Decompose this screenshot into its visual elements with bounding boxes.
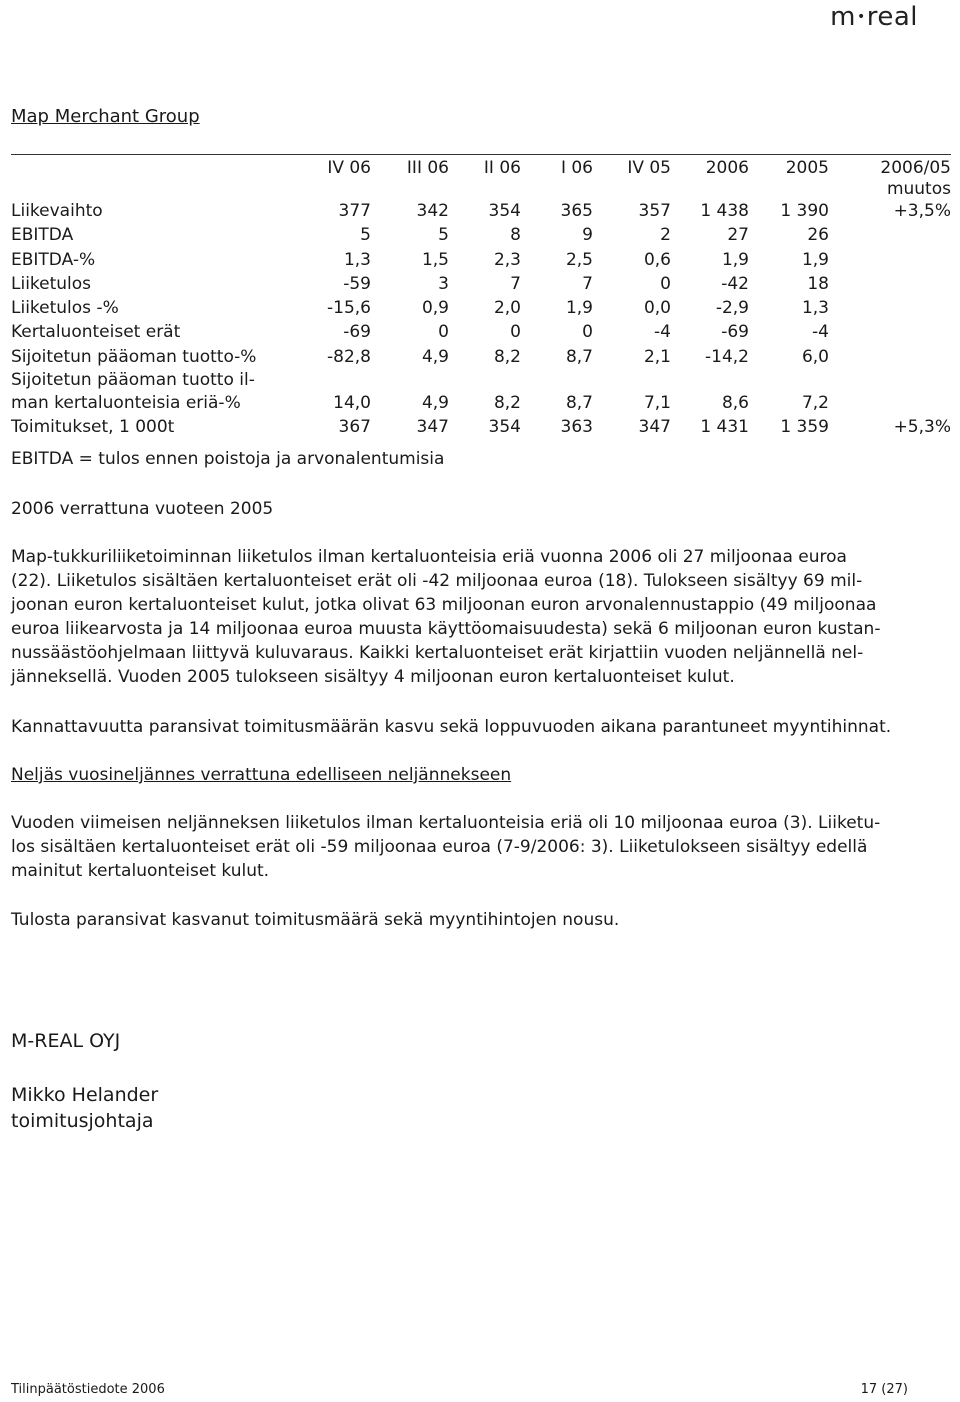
table-cell: 2,5: [565, 249, 593, 270]
table-cell: 27: [727, 225, 749, 246]
table-cell: 1,9: [801, 249, 829, 270]
table-row: [11, 391, 951, 415]
company-name: M-REAL OYJ: [11, 1030, 121, 1052]
table-cell: [829, 248, 951, 272]
row-label: EBITDA-%: [11, 249, 96, 270]
table-row: [11, 369, 951, 391]
header-cell: 2006: [705, 158, 749, 178]
header-cell: 2005: [785, 158, 829, 178]
table-cell: 26: [807, 225, 829, 246]
header-cell: I 06: [560, 158, 593, 178]
section-title: Map Merchant Group: [11, 106, 200, 127]
table-cell: -4: [654, 322, 671, 343]
table-cell: [829, 320, 951, 344]
table-cell: [829, 296, 951, 320]
table-cell: 1 359: [780, 417, 829, 438]
table-cell: -69: [343, 322, 371, 343]
table-cell: 1,5: [421, 249, 449, 270]
table-row: [11, 296, 951, 320]
row-label: Liiketulos -%: [11, 298, 119, 319]
table-row: [11, 320, 951, 344]
table-subheader-row: [11, 179, 951, 199]
table-cell: -14,2: [705, 346, 749, 367]
abbreviation-note: EBITDA = tulos ennen poistoja ja arvonalentumisia: [11, 449, 445, 469]
table-cell: 1,3: [801, 298, 829, 319]
table-cell: 354: [488, 201, 521, 221]
table-cell: [671, 369, 749, 391]
header-cell: IV 06: [327, 158, 371, 178]
table-cell: 377: [338, 201, 371, 221]
table-cell: 7: [510, 273, 521, 294]
table-cell: 0: [438, 322, 449, 343]
table-cell: +5,3%: [893, 417, 951, 438]
row-label: Liikevaihto: [11, 201, 103, 221]
table-cell: [829, 272, 951, 296]
row-label: Kertaluonteiset erät: [11, 322, 181, 343]
table-cell: 8: [510, 225, 521, 246]
table-cell: 8,7: [565, 346, 593, 367]
table-cell: [829, 345, 951, 369]
row-label: Liiketulos: [11, 273, 92, 294]
row-label: Sijoitetun pääoman tuotto-%: [11, 346, 257, 367]
table-cell: 2: [660, 225, 671, 246]
table-cell: 357: [638, 201, 671, 221]
financial-table: [11, 157, 951, 440]
table-header-row: [11, 157, 951, 179]
table-cell: 8,2: [493, 393, 521, 414]
table-row: [11, 199, 951, 223]
footer-document-title: Tilinpäätöstiedote 2006: [11, 1382, 165, 1397]
row-label: EBITDA: [11, 225, 74, 246]
table-cell: 2,1: [643, 346, 671, 367]
table-cell: 0,9: [421, 298, 449, 319]
paragraph-annual: [11, 545, 931, 689]
table-cell: 1,3: [343, 249, 371, 270]
paragraph-line: euroa liikearvosta ja 14 miljoonaa euroa muusta käyttöomaisuudesta) sekä 6 miljoonan euron kustan-: [11, 619, 881, 639]
table-cell: 8,7: [565, 393, 593, 414]
table-cell: -4: [812, 322, 829, 343]
table-top-rule: [11, 154, 951, 155]
paragraph-line: los sisältäen kertaluonteiset erät oli -59 miljoonaa euroa (7-9/2006: 3). Liiketulokseen sisältyy edellä: [11, 837, 868, 857]
table-cell: 367: [338, 417, 371, 438]
table-cell: 1,9: [565, 298, 593, 319]
header-cell: IV 05: [627, 158, 671, 178]
paragraph-line: jänneksellä. Vuoden 2005 tulokseen sisältyy 4 miljoonan euron kertaluonteiset kulut.: [11, 667, 735, 687]
table-cell: 5: [438, 225, 449, 246]
table-cell: 347: [638, 417, 671, 438]
row-label: Toimitukset, 1 000t: [11, 417, 175, 438]
subheading-quarter: Neljäs vuosineljännes verrattuna edelliseen neljännekseen: [11, 765, 512, 785]
table-cell: 5: [360, 225, 371, 246]
row-label: man kertaluonteisia eriä-%: [11, 393, 241, 414]
footer-page-number: 17 (27): [860, 1382, 908, 1397]
signatory-name: Mikko Helander: [11, 1084, 159, 1106]
table-cell: -15,6: [327, 298, 371, 319]
table-cell: 3: [438, 273, 449, 294]
table-cell: 0: [582, 322, 593, 343]
table-cell: 8,2: [493, 346, 521, 367]
table-cell: 4,9: [421, 393, 449, 414]
paragraph-line: Vuoden viimeisen neljänneksen liiketulos ilman kertaluonteisia eriä oli 10 miljoonaa euroa (3). Liiketu-: [11, 813, 881, 833]
table-cell: 0,6: [643, 249, 671, 270]
table-cell: 347: [416, 417, 449, 438]
table-cell: 7,2: [801, 393, 829, 414]
table-cell: 1 390: [780, 201, 829, 221]
signatory-title: toimitusjohtaja: [11, 1110, 154, 1132]
table-row: [11, 345, 951, 369]
table-cell: 363: [560, 417, 593, 438]
table-cell: 7,1: [643, 393, 671, 414]
table-cell: [829, 391, 951, 415]
table-row: [11, 248, 951, 272]
table-cell: -2,9: [715, 298, 749, 319]
header-cell: III 06: [406, 158, 449, 178]
paragraph-line: Map-tukkuriliiketoiminnan liiketulos ilman kertaluonteisia eriä vuonna 2006 oli 27 miljoonaa euroa: [11, 547, 847, 567]
table-cell: 6,0: [801, 346, 829, 367]
table-cell: [829, 223, 951, 247]
table-cell: -82,8: [327, 346, 371, 367]
table-cell: -69: [721, 322, 749, 343]
table-cell: 354: [488, 417, 521, 438]
header-cell: 2006/05: [880, 158, 951, 178]
table-cell: 9: [582, 225, 593, 246]
header-cell: II 06: [483, 158, 521, 178]
table-cell: 8,6: [721, 393, 749, 414]
table-cell: 18: [807, 273, 829, 294]
m-real-logo: m•real: [830, 2, 918, 32]
paragraph-profitability: Kannattavuutta paransivat toimitusmäärän kasvu sekä loppuvuoden aikana parantuneet myyntihinnat.: [11, 717, 892, 737]
table-cell: -42: [721, 273, 749, 294]
table-cell: 342: [416, 201, 449, 221]
table-cell: 0: [510, 322, 521, 343]
subheading-annual: 2006 verrattuna vuoteen 2005: [11, 499, 274, 519]
table-cell: 2,3: [493, 249, 521, 270]
table-cell: 2,0: [493, 298, 521, 319]
table-cell: 1 438: [700, 201, 749, 221]
paragraph-quarter: [11, 811, 931, 883]
table-cell: -59: [343, 273, 371, 294]
table-cell: 14,0: [333, 393, 371, 414]
table-cell: [829, 369, 951, 391]
table-cell: 0,0: [643, 298, 671, 319]
table-cell: 1,9: [721, 249, 749, 270]
paragraph-result: Tulosta paransivat kasvanut toimitusmäärä sekä myyntihintojen nousu.: [11, 910, 620, 930]
table-cell: [521, 369, 593, 391]
paragraph-line: nussäästöohjelmaan liittyvä kuluvaraus. Kaikki kertaluonteiset erät kirjattiin vuoden neljännellä nel-: [11, 643, 864, 663]
table-cell: +3,5%: [893, 201, 951, 221]
header-blank: [11, 157, 301, 179]
paragraph-line: (22). Liiketulos sisältäen kertaluonteiset erät oli -42 miljoonaa euroa (18). Tulokseen sisältyy 69 mil-: [11, 571, 863, 591]
table-cell: [749, 369, 829, 391]
table-row: [11, 223, 951, 247]
table-cell: [449, 369, 521, 391]
table-cell: 7: [582, 273, 593, 294]
table-cell: [371, 369, 449, 391]
paragraph-line: mainitut kertaluonteiset kulut.: [11, 861, 270, 881]
table-cell: 1 431: [700, 417, 749, 438]
table-cell: [593, 369, 671, 391]
table-cell: [301, 369, 371, 391]
header-subcell: muutos: [886, 179, 951, 199]
table-cell: 0: [660, 273, 671, 294]
table-row: [11, 272, 951, 296]
table-cell: 365: [560, 201, 593, 221]
table-cell: 4,9: [421, 346, 449, 367]
table-row: [11, 415, 951, 439]
row-label: Sijoitetun pääoman tuotto il-: [11, 370, 255, 391]
paragraph-line: joonan euron kertaluonteiset kulut, jotka olivat 63 miljoonan euron arvonalennustappio (49 miljoonaa: [11, 595, 877, 615]
